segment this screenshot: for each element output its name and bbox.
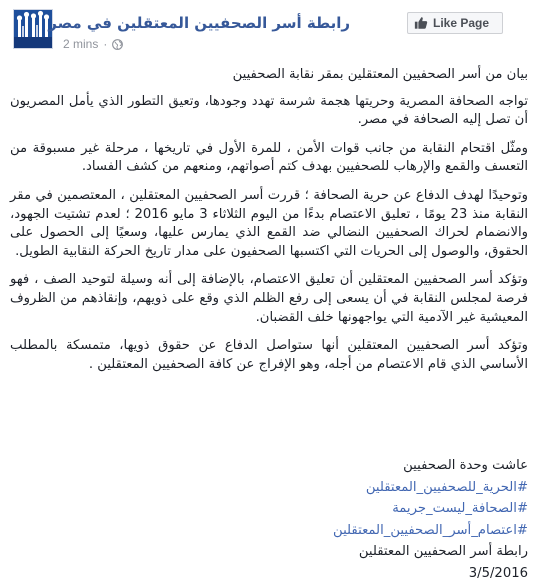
hashtag-link[interactable]: #الحرية_للصحفيين_المعتقلين [365,479,528,495]
post-paragraph: بيان من أسر الصحفيين المعتقلين بمقر نقابة الصحفيين [232,67,528,82]
page-avatar[interactable] [13,9,53,49]
meta-separator: · [103,37,108,51]
like-page-label: Like Page [433,16,490,30]
post-paragraph: تواجه الصحافة المصرية وحريتها هجمة شرسة تهدد وجودها، وتعيق التطور الذي يأمل المصريون أن تصل إليه الصحافة في مصر. [10,93,528,128]
globe-icon[interactable] [112,39,123,50]
post-paragraph: ومثّل اقتحام النقابة من جانب قوات الأمن ، للمرة الأول في تاريخها ، مرحلة غير مسبوقة من التعسف والقمع والإرهاب للصحفيين بهدف كتم أصواتهم، ومنعهم من كشف الفساد. [10,140,528,175]
post-paragraph: وتوحيدًا لهدف الدفاع عن حرية الصحافة ؛ قررت أسر الصحفيين المعتقلين ، المعتصمين في مقر النقابة منذ 23 يومًا ، تعليق الاعتصام بدءًا من اليوم الثلاثاء 3 مايو 2016 ؛ لعدم تشتيت الجهود، والانضمام لحراك الصحفيين النضالي ضد القمع الذي يمارس عليها، وسعيًا إلى الحصول على الحقوق، والوصول إلى الحريات التي اكتسبها الصحفيون على مدار تاريخ الحركة النقابية الطويل. [10,187,529,259]
post-timestamp[interactable]: 2 mins [63,37,99,51]
post-meta [63,37,123,51]
post-footer [128,455,528,585]
post-header [0,0,539,62]
post-paragraph: وتؤكد أسر الصحفيين المعتقلين أنها ستواصل الدفاع عن حقوق ذويها، متمسكة بالمطلب الأساسي الذي قام الاعتصام من أجله، وهو الإفراج عن كافة الصحفيين المعتقلين . [10,338,528,372]
avatar-image [14,10,52,48]
like-page-button[interactable] [407,12,503,34]
hashtag-link[interactable]: #اعتصام_أسر_الصحفيين_المعتقلين [333,522,528,538]
signature-line: رابطة أسر الصحفيين المعتقلين [358,544,528,560]
post-body [10,66,528,384]
thumbs-up-icon [414,16,428,30]
hashtag-link[interactable]: #الصحافة_ليست_جريمة [392,501,528,517]
post-paragraph: وتؤكد أسر الصحفيين المعتقلين أن تعليق الاعتصام، بالإضافة إلى أنه وسيلة لتوحيد الصف ، فهو فرصة لمجلس النقابة في أن يسعى إلى رفع الظلم الذي وقع على ذويهم، وإنقاذهم من الظروف المعيشية غير الآدمية التي يواجهونها خلف القضبان. [10,272,528,325]
date-line: 3/5/2016 [468,565,528,581]
closing-line: عاشت وحدة الصحفيين [403,458,528,473]
page-name-link[interactable]: رابطة أسر الصحفيين المعتقلين في مصر [48,14,350,32]
